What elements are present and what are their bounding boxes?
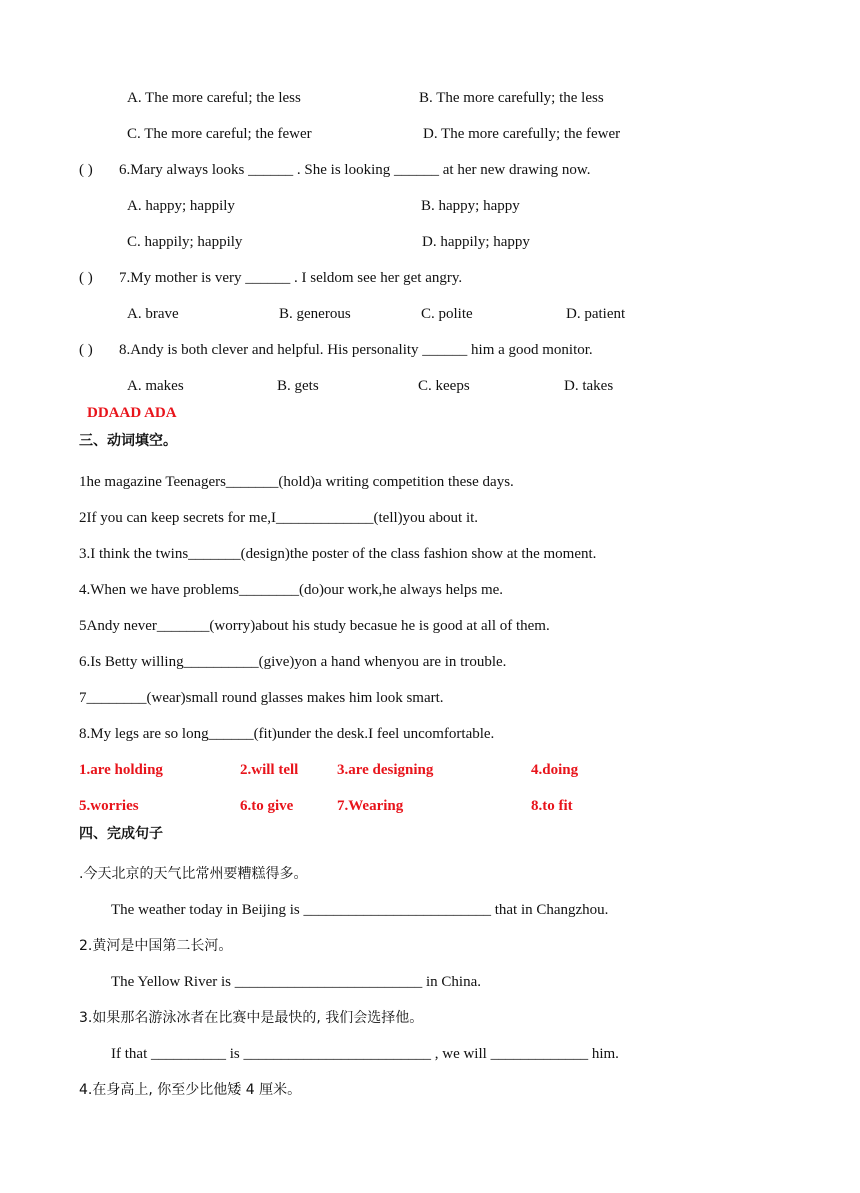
q8-option-d: D. takes	[564, 378, 614, 394]
q7-option-d: D. patient	[566, 306, 626, 322]
q6-option-d: D. happily; happy	[422, 234, 530, 250]
sentence-4-chinese: 4.在身高上, 你至少比他矮 4 厘米。	[79, 1082, 302, 1098]
fill-item-1: 1he magazine Teenagers_______(hold)a writing competition these days.	[79, 474, 514, 490]
fill-answer-2: 2.will tell	[240, 762, 299, 778]
q7-option-a: A. brave	[127, 306, 179, 322]
answer-paren: ( )	[79, 270, 93, 286]
q8-option-a: A. makes	[127, 378, 184, 394]
q5-option-a: A. The more careful; the less	[127, 90, 301, 106]
fill-item-2: 2If you can keep secrets for me,I_____________(tell)you about it.	[79, 510, 479, 526]
fill-item-6: 6.Is Betty willing__________(give)yon a hand whenyou are in trouble.	[79, 654, 507, 670]
fill-item-8: 8.My legs are so long______(fit)under the desk.I feel uncomfortable.	[79, 726, 495, 742]
sentence-1-chinese: .今天北京的天气比常州要糟糕得多。	[79, 866, 308, 882]
question-8-text: 8.Andy is both clever and helpful. His personality ______ him a good monitor.	[119, 342, 593, 358]
question-7-text: 7.My mother is very ______ . I seldom see her get angry.	[119, 270, 463, 286]
sentence-2-chinese: 2.黄河是中国第二长河。	[79, 938, 233, 954]
fill-item-5: 5Andy never_______(worry)about his study becasue he is good at all of them.	[79, 618, 550, 634]
question-6	[79, 160, 590, 180]
section-4-heading: 四、完成句子	[79, 826, 163, 842]
fill-item-7: 7________(wear)small round glasses makes him look smart.	[79, 690, 444, 706]
sentence-3-english: If that __________ is _________________________ , we will _____________ him.	[111, 1046, 619, 1062]
q7-option-c: C. polite	[421, 306, 473, 322]
q5-option-d: D. The more carefully; the fewer	[423, 126, 621, 142]
fill-answer-8: 8.to fit	[531, 798, 573, 814]
q5-option-c: C. The more careful; the fewer	[127, 126, 312, 142]
question-8	[79, 340, 593, 360]
q6-option-a: A. happy; happily	[127, 198, 235, 214]
q7-option-b: B. generous	[279, 306, 351, 322]
q6-option-c: C. happily; happily	[127, 234, 243, 250]
answer-paren: ( )	[79, 162, 93, 178]
fill-answer-1: 1.are holding	[79, 762, 163, 778]
fill-answer-4: 4.doing	[531, 762, 579, 778]
fill-answer-7: 7.Wearing	[337, 798, 404, 814]
q5-option-b: B. The more carefully; the less	[419, 90, 604, 106]
sentence-3-chinese: 3.如果那名游泳冰者在比赛中是最快的, 我们会选择他。	[79, 1010, 424, 1026]
fill-answer-6: 6.to give	[240, 798, 294, 814]
q8-option-b: B. gets	[277, 378, 319, 394]
sentence-2-english: The Yellow River is _________________________ in China.	[111, 974, 481, 990]
question-6-text: 6.Mary always looks ______ . She is looking ______ at her new drawing now.	[119, 162, 591, 178]
q8-option-c: C. keeps	[418, 378, 470, 394]
answer-paren: ( )	[79, 342, 93, 358]
sentence-1-english: The weather today in Beijing is _________________________ that in Changzhou.	[111, 902, 609, 918]
question-7	[79, 268, 462, 288]
fill-answer-5: 5.worries	[79, 798, 139, 814]
q6-option-b: B. happy; happy	[421, 198, 520, 214]
fill-answer-3: 3.are designing	[337, 762, 434, 778]
fill-item-4: 4.When we have problems________(do)our work,he always helps me.	[79, 582, 504, 598]
mc-answer-key: DDAAD ADA	[87, 405, 177, 421]
fill-item-3: 3.I think the twins_______(design)the poster of the class fashion show at the moment.	[79, 546, 597, 562]
section-3-heading: 三、动词填空。	[79, 433, 177, 449]
